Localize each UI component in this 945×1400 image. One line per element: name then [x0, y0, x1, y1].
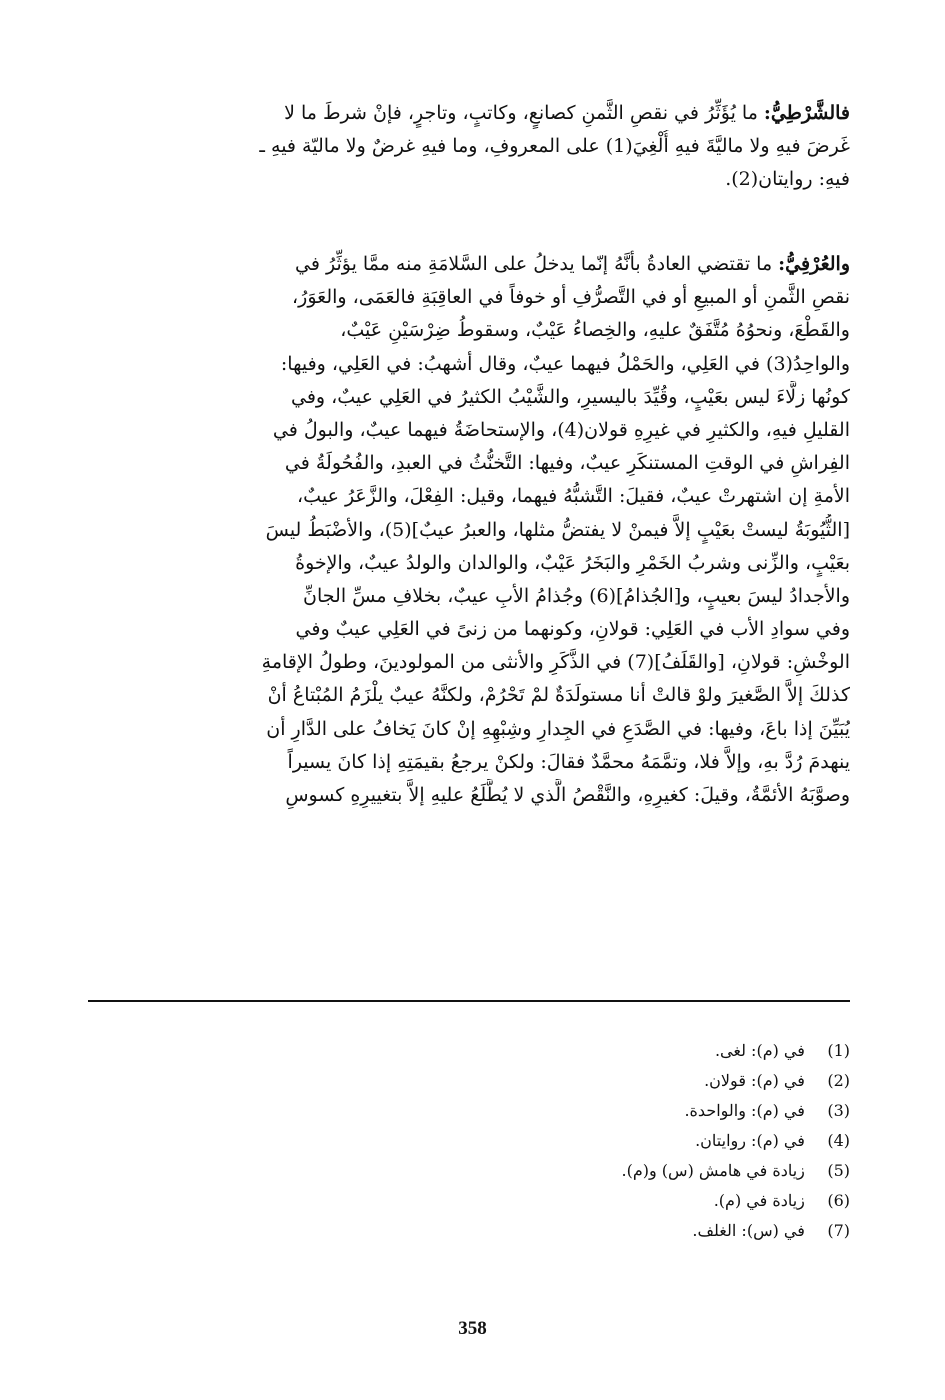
footnote-number: (3) — [827, 1101, 850, 1120]
line-text: ما تقتضي العادةُ بأنَّهُ إنّما يدخلُ على السَّلامَةِ منه ممَّا يؤثِّرُ في — [295, 253, 779, 275]
text-line: القليلِ فيهِ، والكثيرِ في غيرِهِ قولان(4)، والإستحاضَةُ فيهما عيبٌ، والبولُ في — [272, 418, 850, 441]
text-line: والقَطْعَ، ونحوُهُ مُتَّفَقٌ عليهِ، والخِصاءُ عَيْبٌ، وسقوطُ ضِرْسَيْنِ عَيْبٌ، — [340, 319, 850, 342]
footnotes-list — [450, 1036, 850, 1246]
text-line: الوخْشِ: قولانِ، [والقَلَفُ](7) في الذَّكَرِ والأنثى من المولودينَ، وطولُ الإقامةِ — [261, 651, 850, 674]
footnote-item — [450, 1036, 850, 1066]
line-text: ما يُؤَثِّرُ في نقصِ الثَّمنِ كصانعٍ، وكاتبٍ، وتاجرٍ، فإنْ شرطَ ما لا — [284, 102, 764, 124]
text-line: ينهدمَ رُدَّ بهِ، وإلاَّ فلا، وتمَّمَهُ محمَّدٌ فقالَ: ولكنْ يرجعُ بقيمَتِهِ إذا كانَ يسيراً — [287, 750, 850, 773]
text-line: يُبَيِّنَ إذا باعَ، وفيها: في الصَّدَعِ في الجِدارِ وشِبْهِهِ إنْ كانَ يَخافُ على الدَّارِ أن — [266, 717, 850, 740]
footnote-number: (7) — [827, 1221, 850, 1240]
page-number: 358 — [458, 1318, 487, 1339]
footnote-number: (6) — [827, 1191, 850, 1210]
text-line — [100, 248, 850, 281]
footnote-item — [450, 1216, 850, 1246]
footnote-item — [450, 1066, 850, 1096]
text-line: والأجدادُ ليسَ بعيبٍ، و[الجُذامُ](6) وجُذامُ الأبِ عيبٌ، بخلافِ مسِّ الجانِّ — [303, 584, 850, 607]
text-line: فيهِ: روايتان(2). — [725, 168, 850, 191]
text-line: بعَيْبٍ، والزِّنى وشربُ الخَمْرِ والبَخَرُ عَيْبٌ، والوالدان والولدُ عيبٌ، والإخوةُ — [295, 551, 850, 574]
footnote-number: (1) — [827, 1041, 850, 1060]
text-line: الأمةِ إن اشتهرتْ عيبٌ، فقيلَ: التَّشبُّهُ فيهما، وقيل: الفِعْلَ، والزَّعَرُ عيبٌ، — [297, 485, 850, 508]
text-line: نقصِ الثَّمنِ أو المبيعِ أو في التَّصرُّفِ أو خوفاً في العاقِبَةِ فالعَمَى، والعَوَرُ، — [292, 286, 850, 309]
footnote-divider — [88, 1000, 850, 1002]
footnote-text: في (م): روايتان. — [695, 1131, 805, 1150]
text-line: والواحِدُ(3) في العَلِي، والحَمْلُ فيهما عيبٌ، وقال أشهبُ: في العَلِي، وفيها: — [280, 352, 850, 375]
footnote-number: (4) — [827, 1131, 850, 1150]
footnote-item — [450, 1096, 850, 1126]
footnote-text: في (م): والواحدة. — [684, 1101, 805, 1120]
footnote-item — [450, 1156, 850, 1186]
text-line: وصوَّبَهُ الأئمَّةُ، وقيلَ: كغيرِهِ، والنَّقْصُ الَّذي لا يُطَّلَعُ عليهِ إلاَّ بتغييرِهِ كسوسِ — [285, 784, 850, 806]
paragraph-term: والعُرْفِيُّ: — [778, 253, 850, 275]
paragraph-conditional — [100, 97, 850, 197]
text-line: غَرضَ فيهِ ولا ماليَّةَ فيهِ أُلْغِيَ(1) على المعروفِ، وما فيهِ غرضٌ ولا ماليّة فيهِ ـ — [259, 135, 850, 158]
paragraph-term: فالشَّرْطِيُّ: — [763, 102, 850, 124]
text-line — [100, 97, 850, 130]
text-line: كونُها زلَّاءَ ليس بعَيْبٍ، وقُيِّدَ باليسيرِ، والشَّيْبُ الكثيرُ في العَلِي عيبٌ، وفي — [291, 385, 850, 408]
footnote-number: (5) — [827, 1161, 850, 1180]
footnote-item — [450, 1126, 850, 1156]
text-line: [الثُّيُوبَةُ ليستْ بعَيْبٍ إلاَّ فيمنْ لا يفتضُّ مثلها، والعبرُ عيبٌ](5)، والأضْبَطُ ليسَ — [265, 518, 850, 541]
footnote-text: زيادة في (م). — [713, 1191, 805, 1210]
footnote-text: في (س): الغلف. — [692, 1221, 805, 1240]
footnote-text: زيادة في هامش (س) و(م). — [621, 1161, 805, 1180]
text-line: وفي سوادِ الأب في العَلِي: قولانِ، وكونهما من زنىً في العَلِي عيبٌ وفي — [295, 618, 850, 641]
footnote-text: في (م): قولان. — [704, 1071, 805, 1090]
paragraph-customary — [100, 248, 850, 812]
text-line: كذلكَ إلاَّ الصَّغيرَ ولوْ قالتْ أنا مستولَدَةٌ لمْ تَحْرُمْ، ولكنَّهُ عيبٌ يلْزَمُ المُبْتاعُ أنْ — [267, 684, 850, 707]
footnote-text: في (م): لغى. — [714, 1041, 805, 1060]
footnote-number: (2) — [827, 1071, 850, 1090]
footnote-item — [450, 1186, 850, 1216]
text-line: الفِراشِ في الوقتِ المستنكَرِ عيبٌ، وفيها: التَّخنُّثُ في العبدِ، والفُحُولَةُ في — [284, 452, 850, 475]
